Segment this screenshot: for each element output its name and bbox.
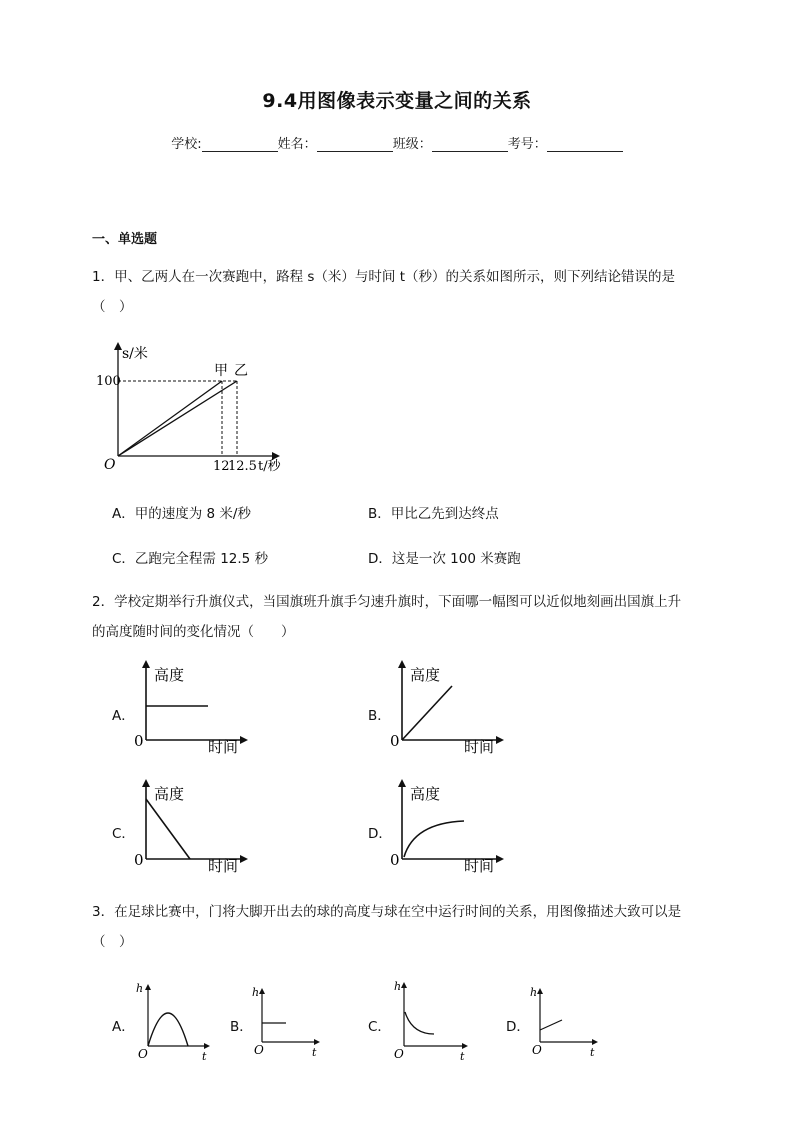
- q3a-x-label: t: [202, 1050, 207, 1063]
- q3a-y-label: h: [136, 982, 144, 995]
- q3-graph-a: [130, 980, 220, 1062]
- q2d-x-label: 时间: [464, 857, 495, 875]
- q2a-x-label: 时间: [208, 738, 239, 756]
- q1-y-label: s/米: [122, 346, 148, 362]
- q2-graph-d: [384, 777, 514, 879]
- q2-graph-b: [384, 658, 514, 760]
- name-label: 姓名：: [277, 137, 317, 152]
- question-2: [92, 587, 712, 647]
- q3-graph-b: [248, 980, 338, 1062]
- q1-option-c[interactable]: C．乙跑完全程需 12.5 秒: [112, 551, 269, 567]
- q2c-x-label: 时间: [208, 857, 239, 875]
- student-info-line: [0, 133, 794, 152]
- q3-option-c[interactable]: C．: [368, 1019, 391, 1035]
- q1-x-tick-12-5: 12.5: [228, 459, 257, 474]
- q2d-curve: [404, 821, 464, 857]
- q3d-y-label: h: [530, 986, 538, 999]
- q3c-origin: O: [394, 1047, 404, 1061]
- q1-x-label: t/秒: [258, 459, 281, 474]
- q1-option-b[interactable]: B．甲比乙先到达终点: [368, 506, 499, 522]
- exam-no-label: 考号：: [507, 137, 547, 152]
- q3b-y-label: h: [252, 986, 260, 999]
- q3b-origin: O: [254, 1043, 264, 1057]
- q3-graph-d: [524, 980, 614, 1062]
- q2-option-a[interactable]: A．: [112, 708, 135, 724]
- q3-option-d[interactable]: D．: [506, 1019, 530, 1035]
- question-1-stem-line1: 1．甲、乙两人在一次赛跑中，路程 s（米）与时间 t（秒）的关系如图所示，则下列结论错误的是: [92, 269, 675, 285]
- q2-graph-c: [128, 777, 258, 879]
- q2-option-c[interactable]: C．: [112, 826, 135, 842]
- q1-label-jia: 甲: [214, 363, 228, 379]
- question-2-stem-line2: 的高度随时间的变化情况（ ）: [92, 624, 295, 640]
- q2a-y-label: 高度: [154, 666, 185, 684]
- q3c-curve: [405, 1012, 434, 1034]
- school-blank[interactable]: [202, 137, 278, 152]
- q2d-y-label: 高度: [410, 785, 441, 803]
- q3-option-b[interactable]: B．: [230, 1019, 253, 1035]
- q3b-x-label: t: [312, 1046, 317, 1059]
- q1-y-tick-100: 100: [96, 374, 121, 389]
- page-title: 9.4用图像表示变量之间的关系: [262, 90, 532, 112]
- question-3-stem-line2: （ ）: [92, 934, 133, 950]
- q1-x-tick-12: 12: [213, 459, 230, 474]
- q3d-x-label: t: [590, 1046, 595, 1059]
- q3-option-a[interactable]: A．: [112, 1019, 135, 1035]
- section-title: 一、单选题: [92, 232, 158, 247]
- q3d-line: [540, 1020, 562, 1030]
- exam-no-blank[interactable]: [547, 137, 623, 152]
- class-blank[interactable]: [432, 137, 508, 152]
- q2-option-d[interactable]: D．: [368, 826, 392, 842]
- q2c-y-label: 高度: [154, 785, 185, 803]
- q1-origin: O: [104, 457, 116, 473]
- q3a-origin: O: [138, 1047, 148, 1061]
- q2c-line: [146, 799, 190, 859]
- q2c-origin: 0: [134, 851, 144, 869]
- q1-option-a[interactable]: A．甲的速度为 8 米/秒: [112, 506, 251, 522]
- question-3-stem-line1: 3．在足球比赛中，门将大脚开出去的球的高度与球在空中运行时间的关系，用图像描述大致可以是: [92, 904, 682, 920]
- q1-line-jia: [118, 381, 222, 456]
- q3a-curve: [148, 1013, 188, 1046]
- question-1-graph: [96, 338, 300, 478]
- question-2-stem-line1: 2．学校定期举行升旗仪式，当国旗班升旗手匀速升旗时，下面哪一幅图可以近似地刻画出国旗上升: [92, 594, 682, 610]
- q2-graph-a: [128, 658, 258, 760]
- q3-graph-c: [388, 978, 478, 1064]
- class-label: 班级：: [392, 137, 432, 152]
- q2b-line: [402, 686, 452, 740]
- q1-y-arrow: [114, 342, 122, 350]
- q2-option-b[interactable]: B．: [368, 708, 391, 724]
- q3c-y-label: h: [394, 980, 402, 993]
- q2b-origin: 0: [390, 732, 400, 750]
- q2b-y-label: 高度: [410, 666, 441, 684]
- question-1-stem-line2: （ ）: [92, 299, 133, 315]
- q2a-origin: 0: [134, 732, 144, 750]
- q2b-x-label: 时间: [464, 738, 495, 756]
- q3d-origin: O: [532, 1043, 542, 1057]
- name-blank[interactable]: [317, 137, 393, 152]
- school-label: 学校:: [171, 137, 202, 152]
- q2d-origin: 0: [390, 851, 400, 869]
- question-3: [92, 897, 712, 957]
- q1-label-yi: 乙: [234, 363, 248, 379]
- q1-option-d[interactable]: D．这是一次 100 米赛跑: [368, 551, 521, 567]
- q1-line-yi: [118, 381, 237, 456]
- question-1: [92, 262, 712, 322]
- q3c-x-label: t: [460, 1050, 465, 1063]
